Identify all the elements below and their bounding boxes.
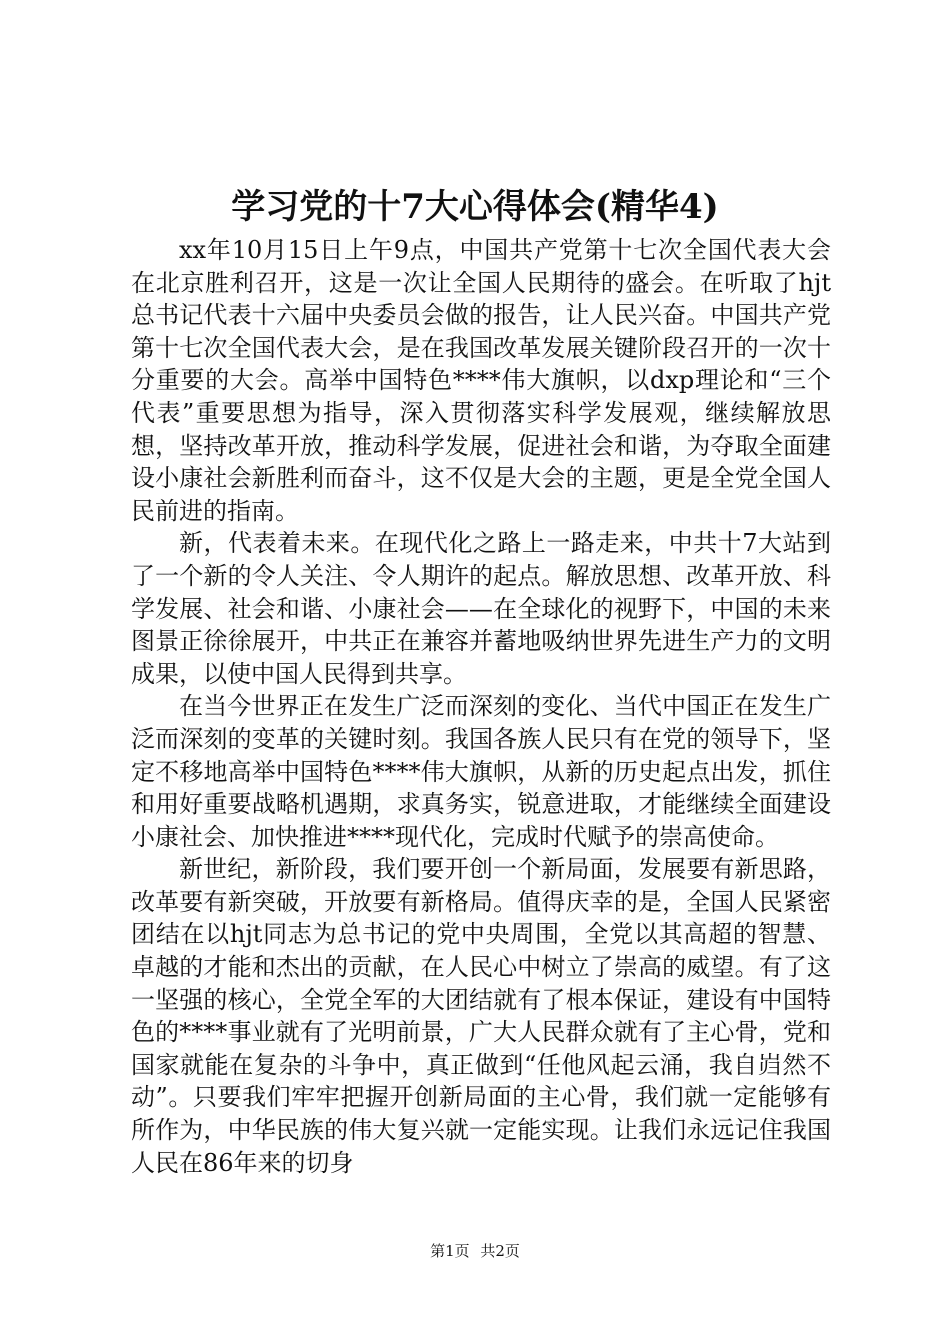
document-title: 学习党的十7大心得体会(精华4) xyxy=(231,187,719,227)
paragraph-3: 在当今世界正在发生广泛而深刻的变化、当代中国正在发生广泛而深刻的变革的关键时刻。我国各族人民只有在党的领导下，坚定不移地高举中国特色****伟大旗帜，从新的历史起点出发，抓住和用好重要战略机遇期，求真务实，锐意进取，才能继续全面建设小康社会、加快推进****现代化，完成时代赋予的崇高使命。 xyxy=(131,692,831,851)
page-number-current: 第1页 xyxy=(430,1242,470,1260)
paragraph-1: xx年10月15日上午9点，中国共产党第十七次全国代表大会在北京胜利召开，这是一次让全国人民期待的盛会。在听取了hjt总书记代表十六届中央委员会做的报告，让人民兴奋。中国共产党第十七次全国代表大会，是在我国改革发展关键阶段召开的一次十分重要的大会。高举中国特色****伟大旗帜，以dxp理论和“三个代表”重要思想为指导，深入贯彻落实科学发展观，继续解放思想，坚持改革开放，推动科学发展，促进社会和谐，为夺取全面建设小康社会新胜利而奋斗，这不仅是大会的主题，更是全党全国人民前进的指南。 xyxy=(131,236,831,525)
page-footer xyxy=(0,1240,950,1262)
paragraph-2: 新，代表着未来。在现代化之路上一路走来，中共十7大站到了一个新的令人关注、令人期许的起点。解放思想、改革开放、科学发展、社会和谐、小康社会——在全球化的视野下，中国的未来图景正徐徐展开，中共正在兼容并蓄地吸纳世界先进生产力的文明成果，以使中国人民得到共享。 xyxy=(131,529,831,688)
paragraph-4: 新世纪，新阶段，我们要开创一个新局面，发展要有新思路，改革要有新突破，开放要有新格局。值得庆幸的是，全国人民紧密团结在以hjt同志为总书记的党中央周围，全党以其高超的智慧、卓越的才能和杰出的贡献，在人民心中树立了崇高的威望。有了这一坚强的核心，全党全军的大团结就有了根本保证，建设有中国特色的****事业就有了光明前景，广大人民群众就有了主心骨，党和国家就能在复杂的斗争中，真正做到“任他风起云涌，我自岿然不动”。只要我们牢牢把握开创新局面的主心骨，我们就一定能够有所作为，中华民族的伟大复兴就一定能实现。让我们永远记住我国人民在86年来的切身 xyxy=(131,855,831,1177)
page-number-total: 共2页 xyxy=(480,1242,520,1260)
document-body xyxy=(131,234,831,1179)
